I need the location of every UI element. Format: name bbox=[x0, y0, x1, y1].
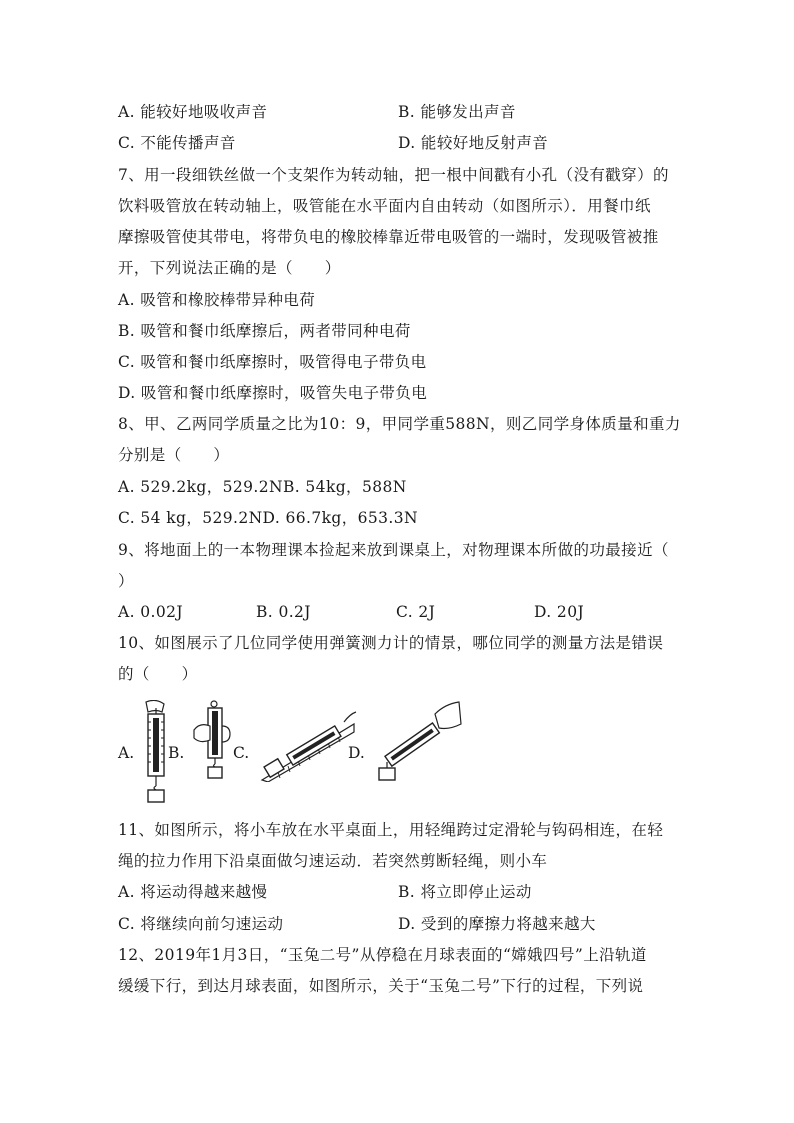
q8-option-ab: A. 529.2kg，529.2NB. 54kg，588N bbox=[118, 478, 407, 496]
q9-option-d: D. 20J bbox=[534, 603, 585, 621]
q7-option-c: C. 吸管和餐巾纸摩擦时，吸管得电子带负电 bbox=[118, 353, 427, 371]
q11-option-row-2 bbox=[118, 914, 596, 934]
q12-stem-line-1: 12、2019年1月3日，“玉兔二号”从停稳在月球表面的“嫦娥四号”上沿轨道 bbox=[118, 946, 647, 964]
q9-stem-line-2: ） bbox=[118, 572, 134, 590]
q10-figure-c-inclined-spring-scale bbox=[258, 700, 358, 782]
q10-stem-line-2: 的（ ） bbox=[118, 665, 198, 683]
q7-option-d: D. 吸管和餐巾纸摩擦时，吸管失电子带负电 bbox=[118, 384, 428, 402]
q10-figure-row bbox=[118, 700, 678, 810]
q10-figure-label-b: B. bbox=[168, 744, 185, 762]
q12-stem-line-2: 缓缓下行，到达月球表面，如图所示，关于“玉兔二号”下行的过程，下列说 bbox=[118, 977, 644, 995]
q11-option-a: A. 将运动得越来越慢 bbox=[118, 883, 268, 901]
q8-option-cd: C. 54 kg，529.2ND. 66.7kg，653.3N bbox=[118, 509, 418, 527]
q11-option-d: D. 受到的摩擦力将越来越大 bbox=[398, 915, 596, 933]
q8-stem-line-2: 分别是（ ） bbox=[118, 446, 230, 464]
q10-figure-label-d: D. bbox=[348, 744, 365, 762]
q6-option-a: A. 能较好地吸收声音 bbox=[118, 103, 268, 121]
q9-option-b: B. 0.2J bbox=[256, 603, 311, 621]
q9-stem-line-1: 9、将地面上的一本物理课本捡起来放到课桌上，对物理课本所做的功最接近（ bbox=[118, 541, 669, 559]
q10-figure-label-c: C. bbox=[233, 744, 250, 762]
q10-stem-line-1: 10、如图展示了几位同学使用弹簧测力计的情景，哪位同学的测量方法是错误 bbox=[118, 634, 664, 652]
q7-stem-line-1: 7、用一段细铁丝做一个支架作为转动轴，把一根中间戳有小孔（没有戳穿）的 bbox=[118, 166, 669, 184]
q6-option-row-2 bbox=[118, 133, 549, 153]
q6-option-row-1 bbox=[118, 102, 516, 122]
q7-stem-line-4: 开，下列说法正确的是（ ） bbox=[118, 259, 341, 277]
q9-option-a: A. 0.02J bbox=[118, 603, 183, 621]
q11-option-b: B. 将立即停止运动 bbox=[398, 883, 532, 901]
q10-figure-d-tilted-spring-scale bbox=[373, 700, 463, 782]
q11-stem-line-1: 11、如图所示，将小车放在水平桌面上，用轻绳跨过定滑轮与钩码相连，在轻 bbox=[118, 821, 664, 839]
q7-option-b: B. 吸管和餐巾纸摩擦后，两者带同种电荷 bbox=[118, 322, 411, 340]
q11-option-c: C. 将继续向前匀速运动 bbox=[118, 915, 284, 933]
q11-stem-line-2: 绳的拉力作用下沿桌面做匀速运动．若突然剪断轻绳，则小车 bbox=[118, 852, 548, 870]
q8-stem-line-1: 8、甲、乙两同学质量之比为10：9，甲同学重588N，则乙同学身体质量和重力 bbox=[118, 415, 681, 433]
q7-stem-line-2: 饮料吸管放在转动轴上，吸管能在水平面内自由转动（如图所示）．用餐巾纸 bbox=[118, 197, 651, 215]
q7-option-a: A. 吸管和橡胶棒带异种电荷 bbox=[118, 291, 316, 309]
q9-option-c: C. 2J bbox=[396, 603, 436, 621]
q10-figure-label-a: A. bbox=[118, 744, 135, 762]
q6-option-c: C. 不能传播声音 bbox=[118, 134, 236, 152]
q10-figure-b-spring-scale bbox=[184, 700, 234, 780]
q11-option-row-1 bbox=[118, 882, 532, 902]
q6-option-d: D. 能较好地反射声音 bbox=[398, 134, 549, 152]
q9-option-row bbox=[118, 602, 585, 622]
q6-option-b: B. 能够发出声音 bbox=[398, 103, 516, 121]
q7-stem-line-3: 摩擦吸管使其带电，将带负电的橡胶棒靠近带电吸管的一端时，发现吸管被推 bbox=[118, 228, 659, 246]
